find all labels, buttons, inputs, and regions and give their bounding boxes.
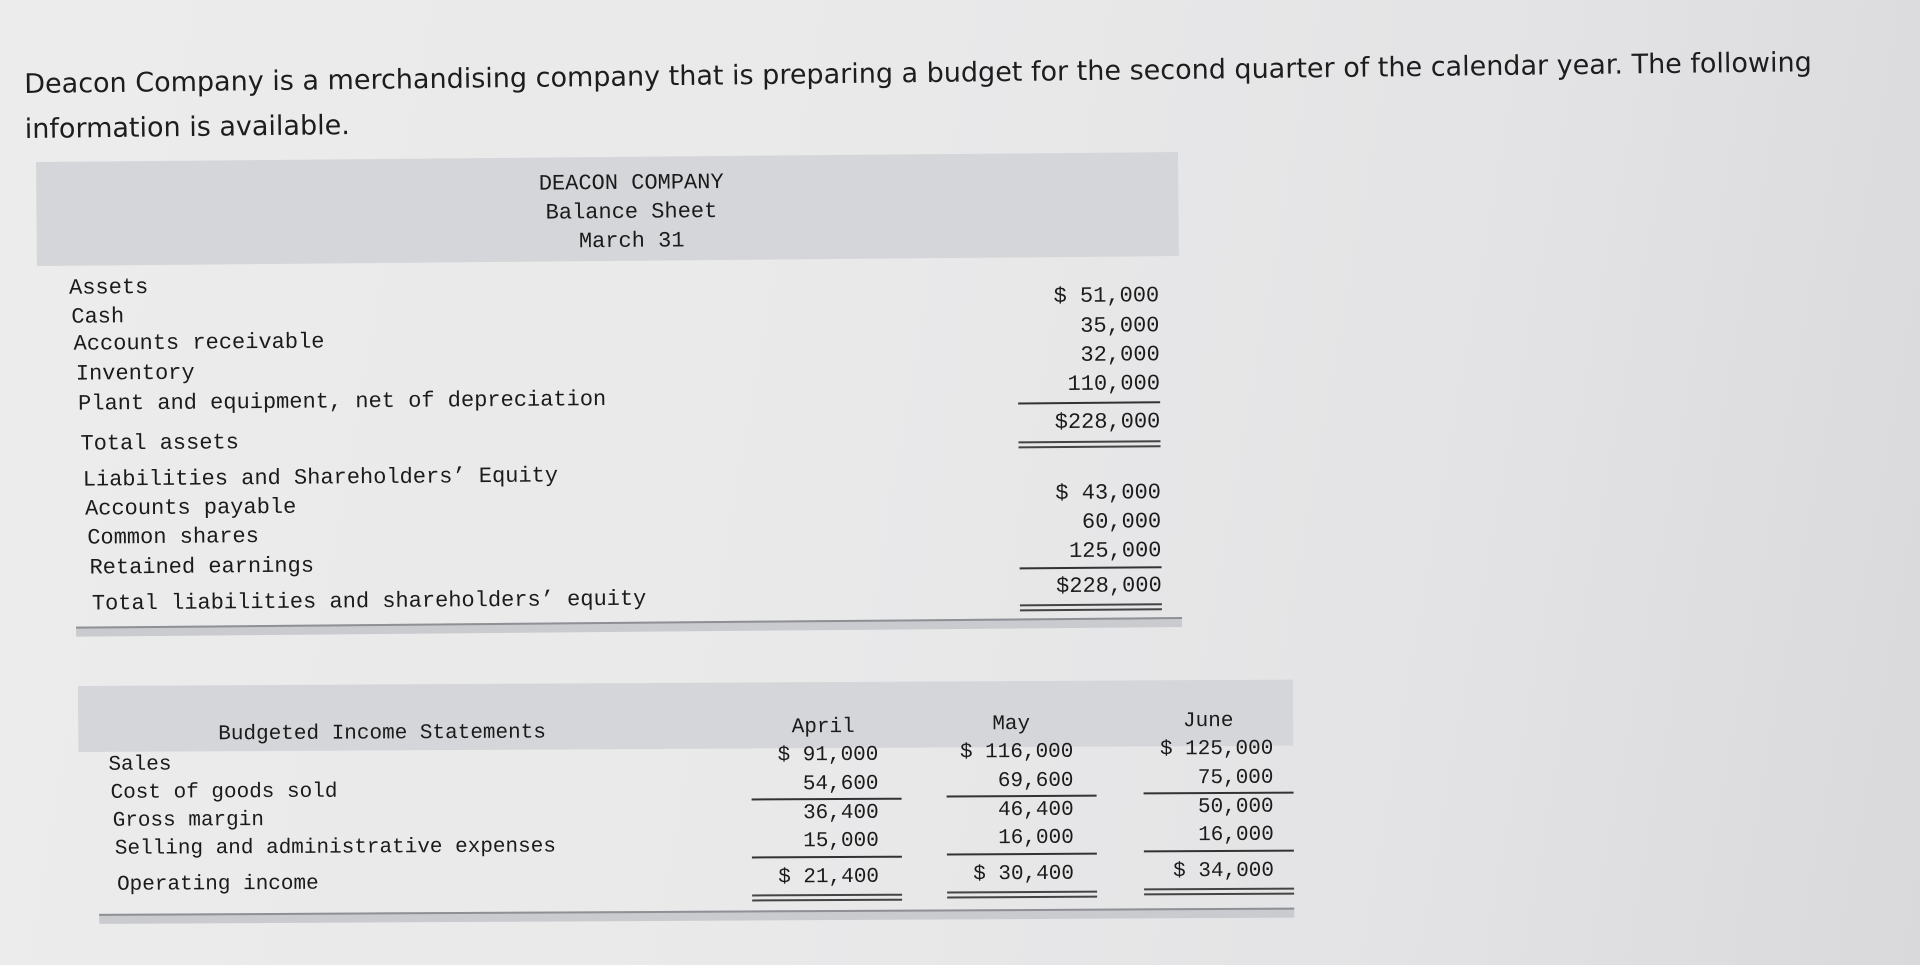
total-liabilities-amount: $228,000 (1056, 573, 1162, 600)
statement-title: Balance Sheet (545, 199, 718, 226)
sales-label: Sales (108, 753, 172, 777)
assets-subtotal-rule (1018, 401, 1160, 404)
month-june: June (1182, 709, 1234, 734)
operating-income-label: Operating income (116, 872, 319, 897)
total-liabilities-label: Total liabilities and shareholders’ equity (91, 586, 647, 617)
gross-margin-june: 50,000 (1197, 795, 1274, 820)
accounts-receivable-label: Accounts receivable (73, 329, 325, 357)
selling-admin-april: 15,000 (803, 829, 879, 854)
balance-sheet-header (36, 152, 1179, 266)
retained-earnings-amount: 125,000 (1068, 538, 1162, 564)
total-assets-label: Total assets (80, 430, 240, 457)
sales-june: $ 125,000 (1159, 737, 1274, 762)
selling-admin-may: 16,000 (998, 826, 1074, 851)
operating-income-april: $ 21,400 (778, 865, 880, 890)
cash-label: Cash (71, 304, 125, 330)
total-assets-amount: $228,000 (1054, 409, 1161, 436)
operating-income-may-double-rule (947, 891, 1097, 899)
assets-heading: Assets (68, 275, 149, 301)
selling-admin-june: 16,000 (1198, 823, 1274, 848)
sales-april: $ 91,000 (777, 743, 879, 768)
selling-admin-may-rule (947, 853, 1097, 856)
gross-margin-april: 36,400 (802, 801, 879, 826)
selling-admin-label: Selling and administrative expenses (114, 835, 556, 861)
inventory-label: Inventory (75, 360, 195, 387)
cogs-april: 54,600 (802, 772, 879, 797)
cogs-may-rule (947, 795, 1097, 798)
month-may: May (992, 713, 1031, 737)
income-statements (78, 680, 1294, 936)
total-assets-double-rule (1018, 440, 1160, 448)
inventory-amount: 32,000 (1080, 342, 1160, 368)
cogs-may: 69,600 (997, 769, 1074, 794)
cogs-label: Cost of goods sold (110, 780, 338, 805)
income-statements-footer-bar (99, 908, 1294, 924)
cogs-june-rule (1144, 792, 1294, 795)
sales-may: $ 116,000 (959, 740, 1074, 765)
accounts-receivable-amount: 35,000 (1080, 313, 1160, 339)
balance-sheet-footer-bar (76, 617, 1182, 637)
gross-margin-label: Gross margin (112, 809, 265, 833)
cogs-april-rule (752, 798, 902, 801)
cogs-june: 75,000 (1197, 766, 1274, 791)
plant-equipment-label: Plant and equipment, net of depreciation (78, 387, 607, 417)
operating-income-april-double-rule (752, 894, 902, 902)
month-april: April (791, 715, 855, 740)
operating-income-june: $ 34,000 (1173, 859, 1275, 884)
statement-date: March 31 (578, 228, 685, 255)
plant-equipment-amount: 110,000 (1067, 371, 1161, 398)
accounts-payable-amount: $ 43,000 (1055, 480, 1162, 507)
operating-income-june-double-rule (1144, 888, 1294, 896)
company-name: DEACON COMPANY (538, 170, 724, 197)
accounts-payable-label: Accounts payable (84, 494, 297, 522)
common-shares-amount: 60,000 (1081, 509, 1162, 535)
total-liabilities-double-rule (1020, 603, 1162, 611)
income-statements-title: Budgeted Income Statements (218, 721, 546, 747)
balance-sheet (36, 152, 1182, 642)
selling-admin-april-rule (752, 856, 902, 859)
retained-earnings-label: Retained earnings (89, 553, 315, 581)
liabilities-subtotal-rule (1020, 566, 1162, 569)
cash-amount: $ 51,000 (1053, 283, 1160, 310)
selling-admin-june-rule (1144, 850, 1294, 853)
liabilities-heading: Liabilities and Shareholders’ Equity (82, 463, 559, 493)
common-shares-label: Common shares (87, 524, 260, 551)
intro-paragraph: Deacon Company is a merchandising company that is preparing a budget for the second quarter of the calendar year. The following information is available. (24, 47, 1812, 145)
gross-margin-may: 46,400 (997, 798, 1074, 823)
operating-income-may: $ 30,400 (973, 862, 1075, 887)
